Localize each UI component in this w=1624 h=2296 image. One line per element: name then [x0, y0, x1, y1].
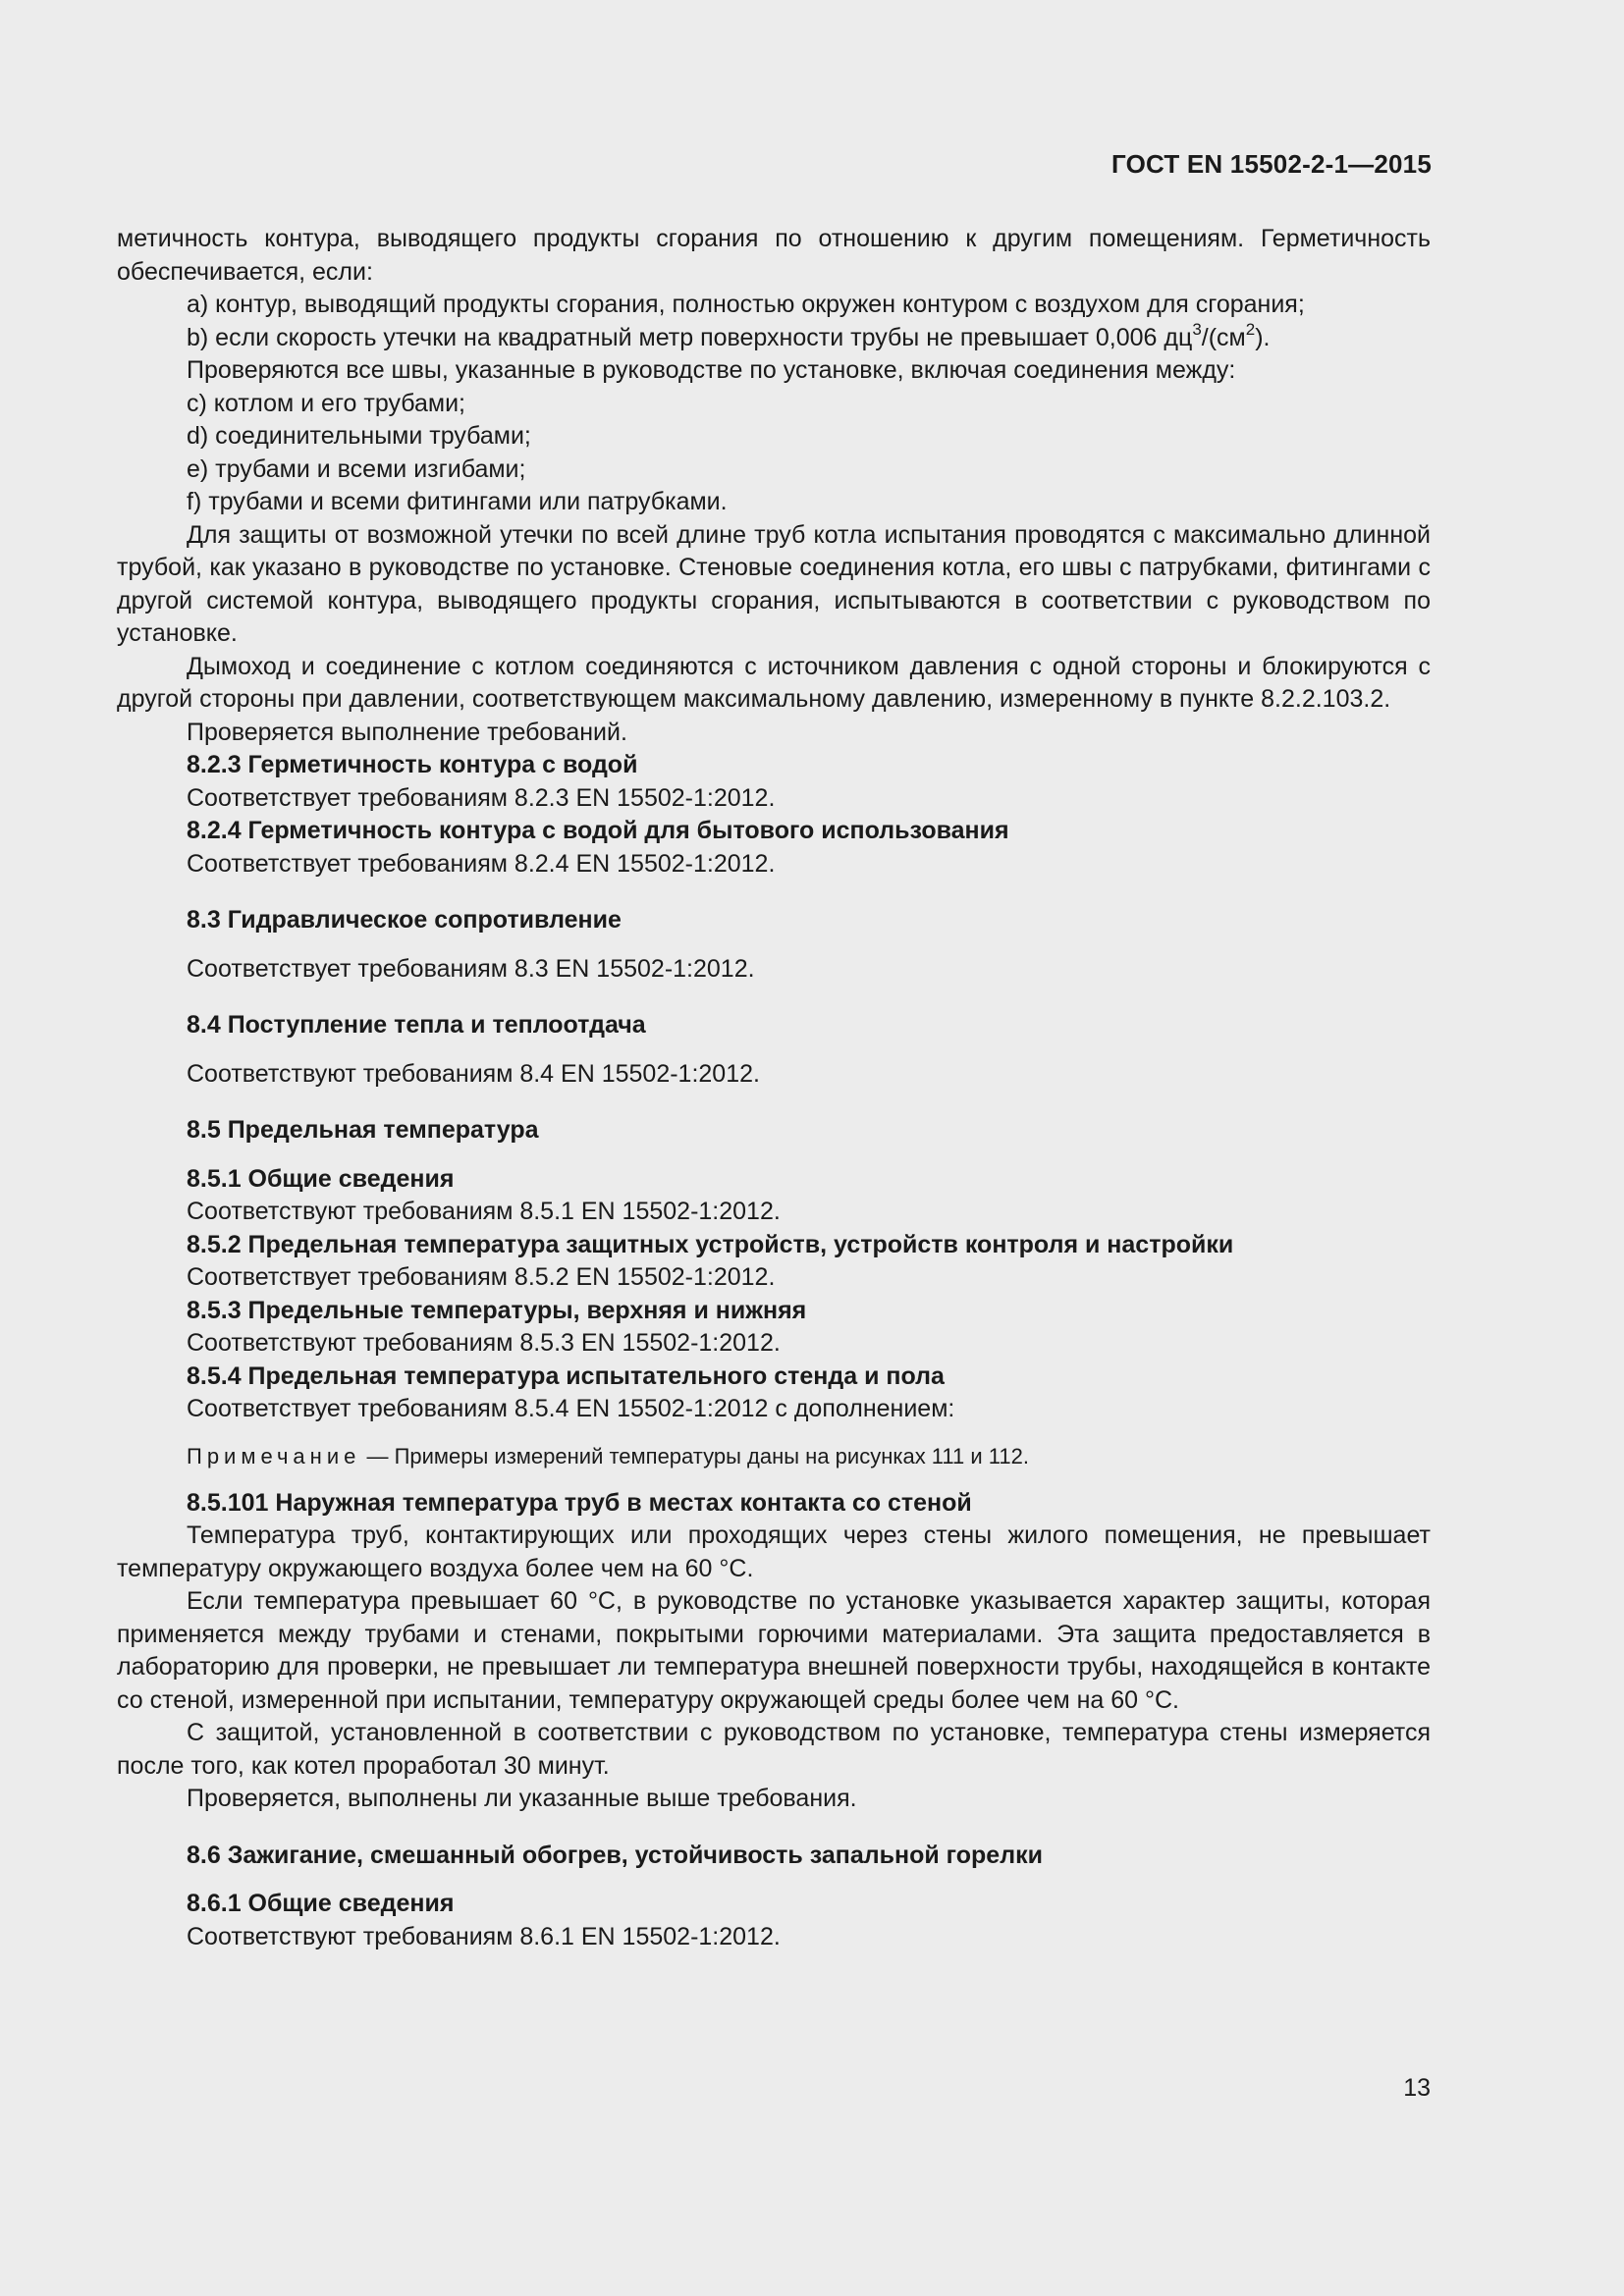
section-heading-8-5-2: 8.5.2 Предельная температура защитных устройств, устройств контроля и настройки: [187, 1230, 1234, 1258]
section-text: Соответствует требованиям 8.3 EN 15502-1:2012.: [187, 954, 755, 983]
section-heading-8-3: 8.3 Гидравлическое сопротивление: [187, 906, 622, 934]
section-text: Соответствуют требованиям 8.5.1 EN 15502-1:2012.: [187, 1198, 781, 1225]
paragraph: Температура труб, контактирующих или проходящих через стены жилого помещения, не превышает температуру окружающего воздуха более чем на 60 °C.: [117, 1522, 1431, 1582]
section-text: Соответствуют требованиям 8.4 EN 15502-1:2012.: [187, 1059, 760, 1088]
list-item-b-unit: /(см: [1201, 323, 1246, 351]
paragraph: С защитой, установленной в соответствии с руководством по установке, температура стены измеряется после того, как котел проработал 30 минут.: [117, 1719, 1431, 1780]
paragraph: Проверяется, выполнены ли указанные выше требования.: [187, 1785, 857, 1812]
note: [117, 1442, 1431, 1471]
page-body: [117, 223, 1431, 1953]
list-item-b-end: ).: [1255, 323, 1271, 351]
paragraph: Для защиты от возможной утечки по всей длине труб котла испытания проводятся с максимально длинной трубой, как указано в руководстве по установке. Стеновые соединения котла, его швы с патрубками, фитингами с другой системой контура, выводящего продукты сгорания, испытываются в соответствии с руководством по установке.: [117, 520, 1431, 647]
list-item-f: f) трубами и всеми фитингами или патрубками.: [187, 488, 728, 515]
section-heading-8-5-4: 8.5.4 Предельная температура испытательного стенда и пола: [187, 1362, 945, 1390]
list-item-b-text: b) если скорость утечки на квадратный метр поверхности трубы не превышает 0,006 дц: [187, 323, 1193, 351]
section-heading-8-4: 8.4 Поступление тепла и теплоотдача: [187, 1011, 646, 1039]
paragraph: Проверяется выполнение требований.: [187, 718, 627, 746]
section-heading-8-2-3: 8.2.3 Герметичность контура с водой: [187, 751, 638, 778]
section-heading-8-6: 8.6 Зажигание, смешанный обогрев, устойчивость запальной горелки: [187, 1841, 1043, 1869]
list-item-c: c) котлом и его трубами;: [187, 389, 465, 417]
section-text: Соответствуют требованиям 8.5.3 EN 15502-1:2012.: [187, 1329, 781, 1357]
section-heading-8-6-1: 8.6.1 Общие сведения: [187, 1890, 455, 1917]
list-item-b: [117, 322, 1431, 355]
section-heading-8-5: 8.5 Предельная температура: [187, 1116, 539, 1144]
section-heading-8-5-1: 8.5.1 Общие сведения: [187, 1164, 455, 1193]
section-text: Соответствуют требованиям 8.6.1 EN 15502-1:2012.: [187, 1922, 781, 1950]
list-item-e: e) трубами и всеми изгибами;: [187, 454, 526, 483]
section-text: Соответствует требованиям 8.2.4 EN 15502-1:2012.: [187, 849, 776, 878]
note-label: Примечание: [187, 1443, 361, 1468]
page-number: 13: [1403, 2074, 1431, 2102]
section-heading-8-5-3: 8.5.3 Предельные температуры, верхняя и нижняя: [187, 1296, 807, 1324]
section-text: Соответствует требованиям 8.5.2 EN 15502-1:2012.: [187, 1263, 776, 1291]
section-heading-8-5-101: 8.5.101 Наружная температура труб в местах контакта со стеной: [187, 1488, 972, 1517]
paragraph: Проверяются все швы, указанные в руководстве по установке, включая соединения между:: [187, 356, 1236, 384]
list-item-d: d) соединительными трубами;: [187, 422, 531, 450]
note-text: — Примеры измерений температуры даны на рисунках 111 и 112.: [360, 1443, 1029, 1468]
section-heading-8-2-4: 8.2.4 Герметичность контура с водой для бытового использования: [187, 817, 1009, 844]
paragraph: Дымоход и соединение с котлом соединяются с источником давления с одной стороны и блокируются с другой стороны при давлении, соответствующем максимальному давлению, измеренному в пункте 8.2.2.103.2.: [117, 652, 1431, 713]
paragraph: метичность контура, выводящего продукты сгорания по отношению к другим помещениям. Герметичность обеспечивается, если:: [117, 225, 1431, 286]
paragraph: Если температура превышает 60 °C, в руководстве по установке указывается характер защиты, которая применяется между трубами и стенами, покрытыми горючими материалами. Эта защита предоставляется в лабораторию для проверки, не превышает ли температура внешней поверхности трубы, находящейся в контакте со стеной, измеренной при испытании, температуру окружающей среды более чем на 60 °C.: [117, 1587, 1431, 1714]
section-text: Соответствует требованиям 8.5.4 EN 15502-1:2012 с дополнением:: [187, 1395, 955, 1422]
section-text: Соответствует требованиям 8.2.3 EN 15502-1:2012.: [187, 783, 776, 812]
standard-header: ГОСТ EN 15502-2-1—2015: [1111, 149, 1432, 179]
superscript: 2: [1245, 320, 1256, 340]
list-item-a: a) контур, выводящий продукты сгорания, полностью окружен контуром с воздухом для сгорания;: [187, 291, 1305, 318]
superscript: 3: [1192, 320, 1202, 340]
